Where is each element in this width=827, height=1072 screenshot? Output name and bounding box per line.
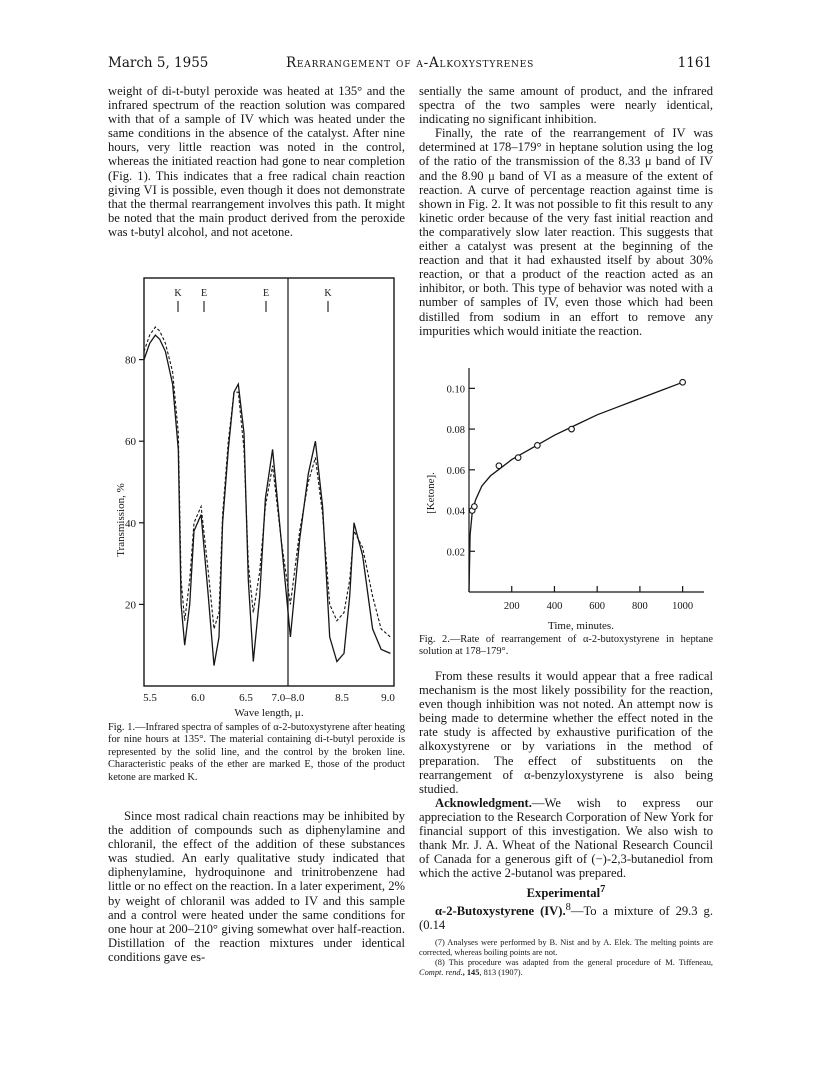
fig1-x-tick-label: 9.0 [381, 692, 395, 704]
fig2-x-tick-label: 400 [546, 601, 563, 612]
figure-2-caption [419, 634, 713, 659]
page-header [108, 55, 712, 75]
paragraph: weight of di-t-butyl peroxide was heated at 135° and the infrared spectrum of the reaction solution was compared with that of a sample of IV which was heated under the same conditions in the absence of the catalyst. After nine hours, very little reaction was noted in the control, whereas the initiated reaction had gone to near completion (Fig. 1). This indicates that a free radical chain reaction giving VI is possible, even though it does not demonstrate that the thermal rearrangement involves this path. It might be noted that the main product derived from the peroxide was t-butyl alcohol, and not acetone. [108, 84, 405, 239]
fig1-frame [144, 278, 394, 686]
fig2-xlabel: Time, minutes. [548, 620, 614, 632]
fig2-data-point [680, 379, 686, 385]
left-column-top-text [108, 84, 405, 239]
right-column-bottom-text [419, 669, 713, 978]
header-date: March 5, 1955 [108, 55, 209, 71]
fig2-data-point [515, 455, 521, 461]
fig2-data-point [535, 443, 541, 449]
acknowledgment-paragraph [419, 796, 713, 881]
fig1-y-tick-label: 20 [125, 599, 136, 612]
fig2-y-tick-label: 0.08 [446, 425, 465, 437]
fig2-data-point [569, 426, 575, 432]
figure-1-ir-spectrum [108, 270, 408, 720]
fig2-y-tick-label: 0.10 [446, 384, 465, 396]
fig1-y-tick-label: 80 [125, 354, 136, 367]
footnote-7: (7) Analyses were performed by B. Nist and by A. Elek. The melting points are corrected, whereas boiling points are not. [419, 938, 713, 958]
footnote-ref: 8 [565, 901, 571, 913]
paragraph: Finally, the rate of the rearrangement of IV was determined at 178–179° in heptane solution using the log of the ratio of the transmission of the 8.33 μ band of IV and the 8.90 μ band of VI as a measure of the extent of reaction. A curve of percentage reaction against time is shown in Fig. 2. It was not possible to fit this result to any kinetic order because of the very fast initial reaction and the comparatively slow later reaction. This suggests that either a catalyst was present at the beginning of the reaction and that it had exhausted itself by about 30% reaction, or that a product of the reaction acted as an inhibitor, or both. This type of behavior was noted with a number of samples of IV, even those which had been distilled from sodium in an effort to remove any impurities which would initiate the reaction. [419, 126, 713, 338]
footnote-8: (8) This procedure was adapted from the general procedure of M. Tiffeneau, Compt. rend., 145, 813 (1907). [419, 958, 713, 978]
right-column-top-text [419, 84, 713, 338]
fig2-x-tick-label: 800 [632, 601, 648, 612]
section-heading-experimental: Experimental$^7$ [526, 884, 606, 901]
fig2-data-point [496, 463, 502, 469]
paragraph: sentially the same amount of product, and the infrared spectra of the two samples were nearly identical, indicating no significant inhibition. [419, 84, 713, 127]
fig1-xlabel: Wave length, μ. [234, 707, 304, 719]
fig1-x-tick-label: 6.5 [239, 692, 253, 704]
paragraph: Since most radical chain reactions may be inhibited by the addition of compounds such as diphenylamine and chloranil, the effect of the addition of these substances was studied. An early qualitative study indicated that diphenylamine, hydroquinone and trinitrobenzene had little or no effect on the reaction. In a later experiment, 2% by weight of chloranil was added to IV and this sample and a control were heated under the same conditions for one hour at 200–210° giving somewhat over half-reaction. Distillation of the reaction mixtures under identical conditions gave es- [108, 809, 405, 964]
fig1-peak-marker: K [174, 288, 182, 299]
fig2-y-tick-label: 0.06 [446, 465, 465, 477]
fig1-peak-marker: E [200, 288, 208, 299]
experimental-text: —To a mixture of 29.3 g. (0.14 [419, 903, 713, 932]
fig2-x-tick-label: 600 [589, 601, 606, 612]
left-column-bottom-text [108, 809, 405, 964]
fig1-peak-marker: K [324, 288, 332, 299]
fig1-caption-text: Fig. 1.—Infrared spectra of samples of α-2-butoxystyrene after heating for nine hours at 135°. The material containing di-t-butyl peroxide is represented by the solid line, and the control by the broken line. Characteristic peaks of the ether are marked E, those of the product ketone are marked K. [108, 722, 405, 783]
fig1-x-tick-label: 8.5 [335, 692, 349, 704]
fig1-ylabel: Transmission, % [115, 483, 127, 557]
fig1-y-tick-label: 60 [125, 436, 136, 449]
acknowledgment-text: —We wish to express our appreciation to the Research Corporation of New York for financial support of this investigation. We also wish to thank Mr. J. A. Wheat of the National Research Council of Canada for a generous gift of (−)-2,3-butanediol from which the active 2-butanol was prepared. [419, 795, 713, 881]
fig1-y-tick-label: 40 [125, 517, 136, 530]
fig2-y-tick-label: 0.04 [446, 506, 465, 518]
fig1-solid-line-spectrum [144, 335, 390, 665]
fig2-y-tick-label: 0.02 [446, 547, 465, 559]
acknowledgment-label: Acknowledgment. [435, 795, 532, 810]
experimental-paragraph [419, 901, 713, 932]
fig1-peak-marker: E [262, 288, 270, 299]
fig2-caption-text: Fig. 2.—Rate of rearrangement of α-2-butoxystyrene in heptane solution at 178–179°. [419, 634, 713, 658]
fig2-fitted-curve [469, 382, 683, 592]
fig1-x-tick-label: 5.5 [143, 692, 157, 704]
fig1-x-tick-label: 6.0 [191, 692, 205, 704]
fig2-data-point [472, 504, 478, 510]
compound-label: α-2-Butoxystyrene (IV). [435, 903, 566, 918]
fig2-ylabel: [Ketone]. [425, 472, 437, 514]
footnote-ref: 7 [600, 884, 606, 896]
figure-1-caption [108, 722, 405, 784]
figure-2-rate-plot [419, 360, 713, 632]
page-number: 1161 [677, 55, 712, 71]
fig2-x-tick-label: 1000 [672, 601, 694, 612]
fig1-x-tick-label: 7.0–8.0 [271, 692, 305, 704]
paragraph: From these results it would appear that a free radical mechanism is the most likely possibility for the reaction, even though inhibition was not noted. An attempt now is being made to determine whether the effect noted in the rate study is affected by exhaustive purification of the alkoxystyrene or by variations in the method of preparation. The effect of substituents on the rearrangement of α-benzyloxystyrene is also being studied. [419, 669, 713, 796]
header-title: Rearrangement of α-Alkoxystyrenes [285, 55, 535, 71]
fig2-x-tick-label: 200 [503, 601, 520, 612]
